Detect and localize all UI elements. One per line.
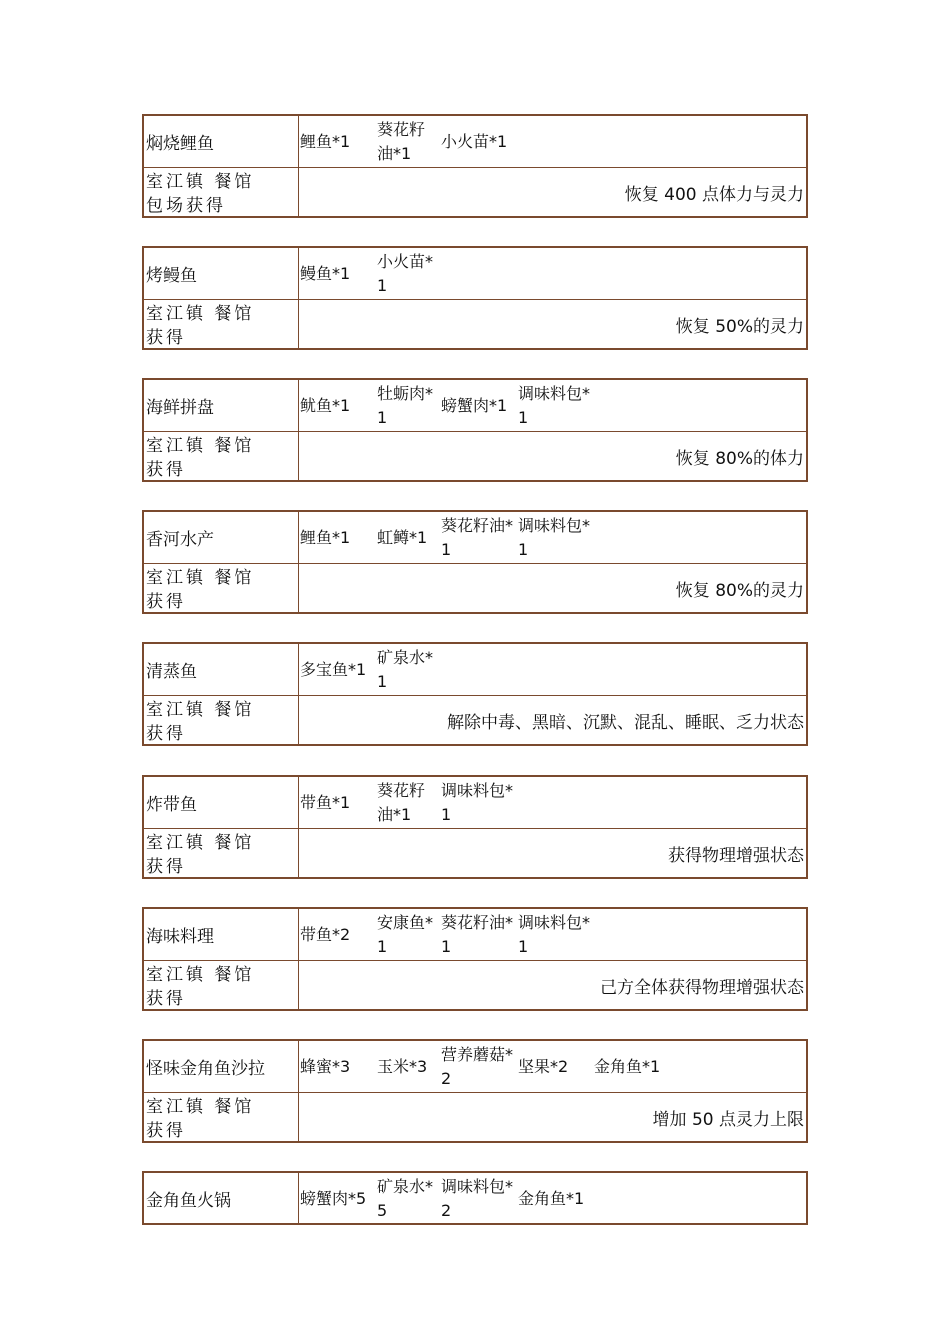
- recipe-name: 清蒸鱼: [146, 662, 197, 682]
- column-divider: [298, 1041, 299, 1141]
- column-divider: [298, 248, 299, 348]
- ingredient-cell: 鳗鱼*1: [300, 264, 351, 283]
- recipe-table: [142, 907, 808, 1011]
- recipe-effect: 恢复 400 点体力与灵力: [624, 184, 804, 205]
- ingredient-cell: 金角鱼*1: [594, 1057, 661, 1076]
- recipe-effect: 获得物理增强状态: [668, 845, 804, 866]
- ingredient-cell: 营养蘑菇*2: [441, 1045, 514, 1088]
- ingredient-cell: 葵花籽油*1: [441, 516, 514, 559]
- column-divider: [298, 909, 299, 1009]
- column-divider: [298, 512, 299, 612]
- recipe-effect: 己方全体获得物理增强状态: [600, 977, 804, 998]
- ingredient-cell: 虹鳟*1: [377, 528, 428, 547]
- recipe-table: [142, 378, 808, 482]
- ingredient-cell: 矿泉水*5: [377, 1177, 434, 1220]
- ingredient-cell: 小火苗*1: [441, 132, 508, 151]
- column-divider: [298, 777, 299, 877]
- recipe-source: 室江镇 餐馆 包场获得: [146, 172, 255, 216]
- recipe-table: [142, 114, 808, 218]
- recipe-effect: 增加 50 点灵力上限: [652, 1109, 804, 1130]
- ingredient-cell: 葵花籽油*1: [377, 120, 426, 163]
- ingredient-cell: 多宝鱼*1: [300, 660, 367, 679]
- recipe-source: 室江镇 餐馆 获得: [146, 833, 255, 877]
- ingredient-cell: 调味料包*1: [518, 384, 591, 427]
- ingredient-cell: 安康鱼*1: [377, 913, 434, 956]
- column-divider: [298, 380, 299, 480]
- ingredient-cell: 坚果*2: [518, 1057, 569, 1076]
- ingredient-cell: 带鱼*1: [300, 793, 351, 812]
- recipe-source: 室江镇 餐馆 获得: [146, 436, 255, 480]
- recipe-name: 香河水产: [146, 530, 214, 550]
- ingredient-cell: 鲤鱼*1: [300, 132, 351, 151]
- ingredient-cell: 鲤鱼*1: [300, 528, 351, 547]
- ingredient-cell: 调味料包*1: [518, 913, 591, 956]
- ingredient-cell: 小火苗*1: [377, 252, 434, 295]
- recipe-effect: 恢复 80%的体力: [675, 448, 804, 469]
- recipe-source: 室江镇 餐馆 获得: [146, 304, 255, 348]
- ingredient-cell: 螃蟹肉*1: [441, 396, 508, 415]
- column-divider: [298, 1173, 299, 1223]
- recipe-source: 室江镇 餐馆 获得: [146, 568, 255, 612]
- recipe-name: 焖烧鲤鱼: [146, 134, 214, 154]
- recipe-table: [142, 775, 808, 879]
- recipe-source: 室江镇 餐馆 获得: [146, 700, 255, 744]
- ingredient-cell: 螃蟹肉*5: [300, 1189, 367, 1208]
- recipe-name: 烤鳗鱼: [146, 266, 197, 286]
- recipe-table: [142, 1039, 808, 1143]
- recipe-name: 金角鱼火锅: [146, 1191, 231, 1211]
- ingredient-cell: 玉米*3: [377, 1057, 428, 1076]
- recipe-table: [142, 1171, 808, 1225]
- recipe-name: 海鲜拼盘: [146, 398, 214, 418]
- recipe-table: [142, 510, 808, 614]
- recipe-name: 怪味金角鱼沙拉: [146, 1059, 265, 1079]
- recipe-name: 海味料理: [146, 927, 214, 947]
- ingredient-cell: 蜂蜜*3: [300, 1057, 351, 1076]
- ingredient-cell: 葵花籽油*1: [377, 781, 426, 824]
- recipe-source: 室江镇 餐馆 获得: [146, 965, 255, 1009]
- recipe-effect: 解除中毒、黑暗、沉默、混乱、睡眠、乏力状态: [447, 712, 804, 733]
- recipe-effect: 恢复 80%的灵力: [675, 580, 804, 601]
- column-divider: [298, 116, 299, 216]
- ingredient-cell: 带鱼*2: [300, 925, 351, 944]
- ingredient-cell: 调味料包*1: [518, 516, 591, 559]
- ingredient-cell: 调味料包*2: [441, 1177, 514, 1220]
- ingredient-cell: 牡蛎肉*1: [377, 384, 434, 427]
- column-divider: [298, 644, 299, 744]
- ingredient-cell: 葵花籽油*1: [441, 913, 514, 956]
- recipe-table: [142, 246, 808, 350]
- ingredient-cell: 鱿鱼*1: [300, 396, 351, 415]
- recipe-table: [142, 642, 808, 746]
- ingredient-cell: 矿泉水*1: [377, 648, 434, 691]
- recipe-name: 炸带鱼: [146, 795, 197, 815]
- recipe-effect: 恢复 50%的灵力: [675, 316, 804, 337]
- ingredient-cell: 金角鱼*1: [518, 1189, 585, 1208]
- recipe-source: 室江镇 餐馆 获得: [146, 1097, 255, 1141]
- ingredient-cell: 调味料包*1: [441, 781, 514, 824]
